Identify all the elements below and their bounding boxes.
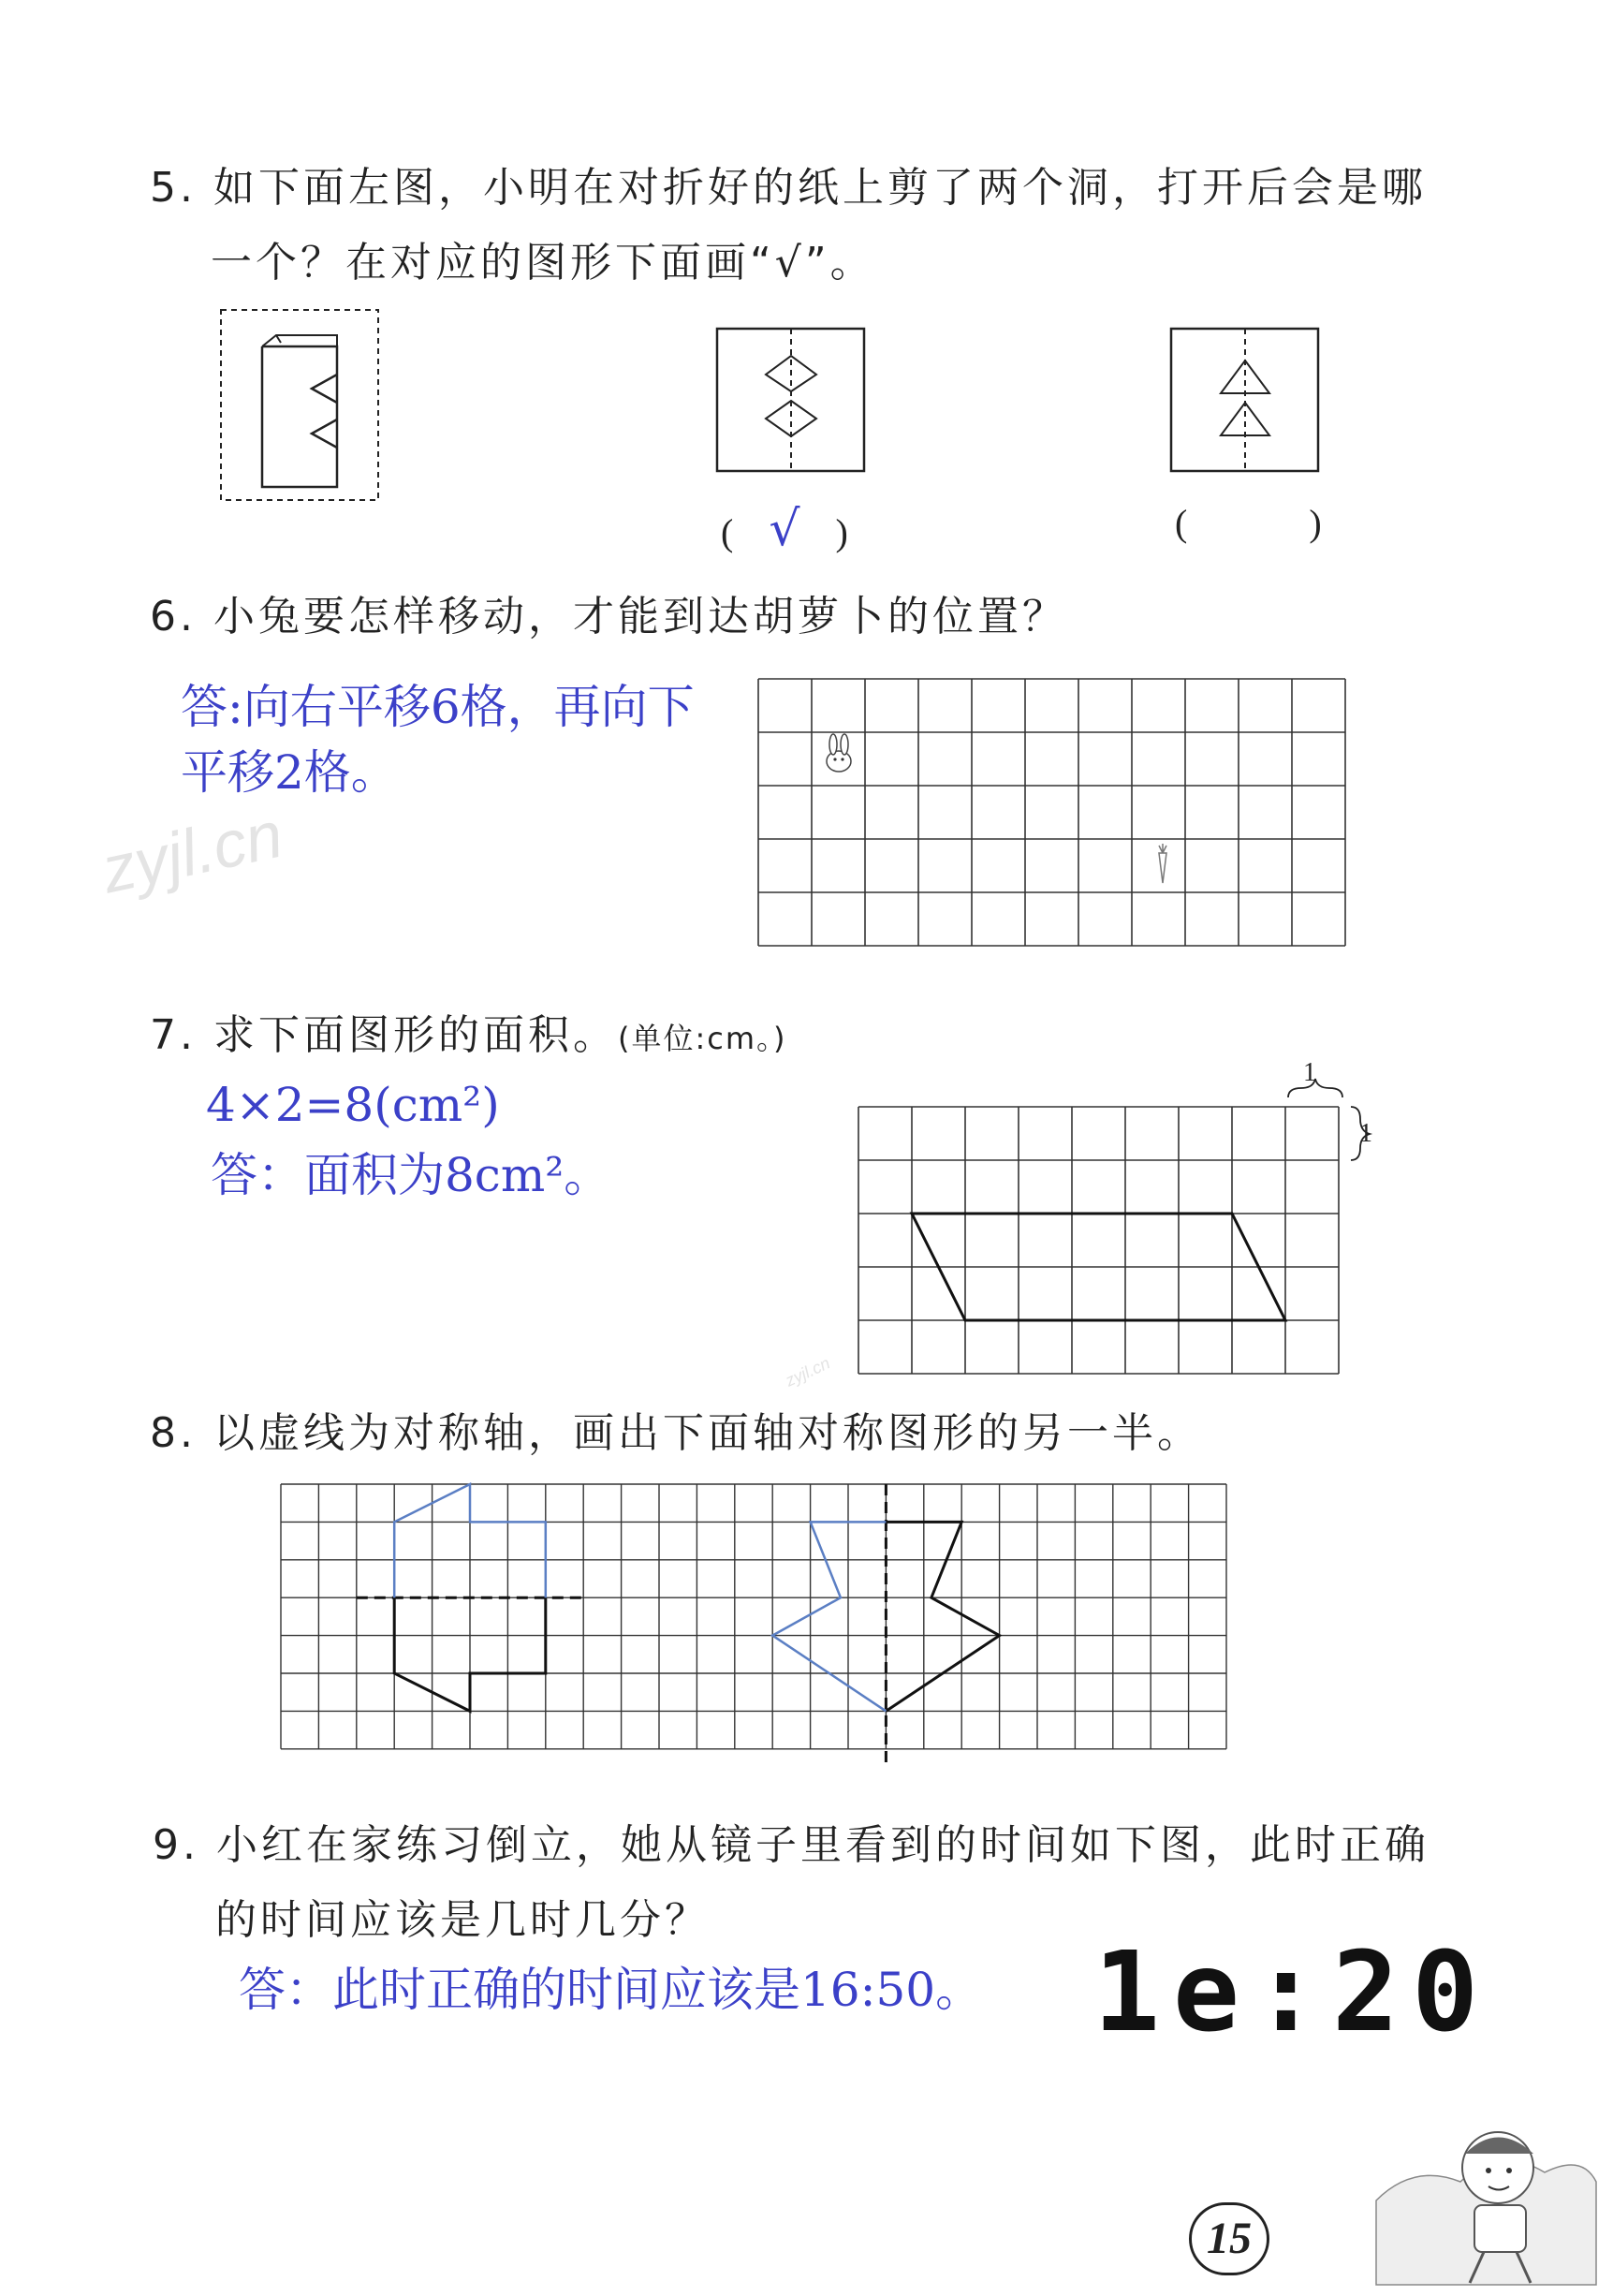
watermark: zyjl.cn <box>95 797 289 907</box>
q7-text: 7. 求下面图形的面积。(单位:cm。) <box>150 1011 787 1059</box>
q6-answer-line1: 答:向右平移6格，再向下 <box>181 680 695 734</box>
boy-illustration <box>1357 2060 1601 2285</box>
carrot-icon <box>1159 844 1166 883</box>
q5-text-line2: 一个？在对应的图形下面画“√”。 <box>211 239 875 287</box>
q6-answer-line2: 平移2格。 <box>181 745 398 800</box>
q9-text-line1: 9. 小红在家练习倒立，她从镜子里看到的时间如下图，此时正确 <box>153 1821 1430 1869</box>
q5-number: 5. <box>150 164 197 212</box>
q5-option-b-figure <box>1170 328 1320 473</box>
q8-grid <box>281 1484 1228 1756</box>
q5-option-a-figure <box>716 328 866 473</box>
page-number-badge <box>1189 2202 1269 2275</box>
page-number: 15 <box>1207 2214 1252 2263</box>
q5-option-a-answer-box[interactable]: ( √ ) <box>721 501 848 557</box>
q9-text-line2: 的时间应该是几时几分？ <box>215 1896 710 1944</box>
q7-answer-line1: 4×2=8(cm²) <box>206 1078 500 1132</box>
q5-line1: 如下面左图，小明在对折好的纸上剪了两个洞，打开后会是哪 <box>213 164 1427 212</box>
q7-grid <box>857 1105 1343 1376</box>
q9-answer: 答：此时正确的时间应该是16:50。 <box>239 1963 983 2017</box>
q6-text: 6. 小兔要怎样移动，才能到达胡萝卜的位置？ <box>150 593 1067 640</box>
right-figure-drawn-half <box>772 1522 886 1711</box>
rabbit-icon <box>827 734 851 772</box>
q8-text: 8. 以虚线为对称轴，画出下面轴对称图形的另一半。 <box>150 1409 1202 1457</box>
q5-folded-paper-figure <box>220 309 379 501</box>
q7-scale-top-label: 1 <box>1303 1058 1316 1087</box>
watermark-small: zyjl.cn <box>782 1353 833 1391</box>
q9-mirror-clock: 1e:20 <box>1093 1927 1492 2056</box>
q5-text-line1 <box>150 164 1427 213</box>
right-figure-given-half <box>886 1522 999 1711</box>
q7-scale-right-label: 1 <box>1359 1119 1372 1148</box>
q6-grid <box>758 679 1344 946</box>
q5-option-b-answer-box[interactable]: ( ) <box>1175 502 1322 544</box>
q7-answer-line2: 答：面积为8cm²。 <box>211 1148 611 1202</box>
check-mark: √ <box>769 501 800 557</box>
